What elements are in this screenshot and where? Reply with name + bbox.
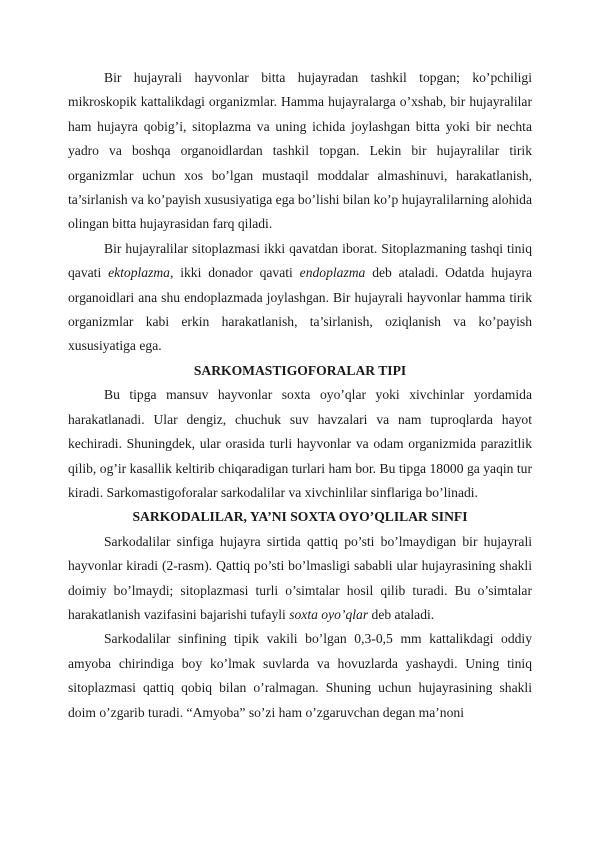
paragraph-cytoplasm — [68, 237, 532, 359]
paragraph-intro-text: Bir hujayrali hayvonlar bitta hujayradan tashkil topgan; ko’pchiligi mikroskopik kattalikdagi organizmlar. Hamma hujayralarga o’xshab, bir hujayralilar ham hujayra qobig’i, sitoplazma va uning ichida joylashgan bitta yoki bir nechta yadro va boshqa organoidlardan tashkil topgan. Lekin bir hujayralilar tirik organizmlar uchun xos bo’lgan mustaqil moddalar almashinuvi, harakatlanish, ta’sirlanish va ko’payish xususiyatiga ega bo’lishi bilan ko’p hujayralilarning alohida olingan bitta hujayrasidan farq qiladi. — [68, 70, 532, 232]
term-pseudopodia: soxta oyo’qlar — [289, 606, 369, 622]
paragraph-intro — [68, 66, 532, 237]
paragraph-cytoplasm-text-b: , ikki donador qavati — [169, 265, 300, 281]
section-heading-sarcomastigophora: SARKOMASTIGOFORALAR TIPI — [193, 362, 407, 378]
section-heading-sarcodina: SARKODALILAR, YA’NI SOXTA OYO’QLILAR SINFI — [132, 509, 468, 525]
term-ectoplasm: ektoplazma — [108, 265, 170, 281]
term-endoplasm: endoplazma — [299, 265, 366, 281]
paragraph-sarcodina-text-a: Sarkodalilar sinfiga hujayra sirtida qattiq po’sti bo’lmaydigan bir hujayrali hayvonlar kiradi (2-rasm). Qattiq po’sti bo’lmasligi sababli ular hujayrasining shakli doimiy bo’lmaydi; sitoplazmasi turli o’simtalar hosil qilib turadi. Bu o’simtalar harakatlanish vazifasini bajarishi tufayli — [68, 533, 532, 622]
paragraph-cytoplasm-text-a: Bir hujayralilar sitoplazmasi ikki qavatdan iborat. Sitoplazmaning tashqi tiniq qavati — [68, 240, 532, 281]
paragraph-sarcodina-text-b: deb ataladi. — [368, 606, 435, 622]
document-body — [68, 66, 532, 725]
paragraph-amoeba-text: Sarkodalilar sinfining tipik vakili bo’lgan 0,3-0,5 mm kattalikdagi oddiy amyoba chirindiga boy ko’lmak suvlarda va hovuzlarda yashaydi. Uning tiniq sitoplazmasi qattiq qobiq bilan o’ralmagan. Shuning uchun hujayrasining shakli doim o’zgarib turadi. “Amyoba” so’zi ham o’zgaruvchan degan ma’noni — [68, 631, 532, 720]
paragraph-amoeba — [68, 627, 532, 725]
paragraph-sarcodina — [68, 530, 532, 628]
paragraph-cytoplasm-text-c: deb ataladi. Odatda hujayra organoidlari ana shu endoplazmada joylashgan. Bir hujayrali hayvonlar hamma tirik organizmlar kabi erkin harakatlanish, ta’sirlanish, oziqlanish va ko’payish xususiyatiga ega. — [68, 265, 532, 354]
paragraph-sarcomastigophora-text: Bu tipga mansuv hayvonlar soxta oyo’qlar yoki xivchinlar yordamida harakatlanadi. Ular dengiz, chuchuk suv havzalari va nam tuproqlarda hayot kechiradi. Shuningdek, ular orasida turli hayvonlar va odam organizmida parazitlik qilib, og’ir kasallik keltirib chiqaradigan turlari ham bor. Bu tipga 18000 ga yaqin tur kiradi. Sarkomastigoforalar sarkodalilar va xivchinlilar sinflariga bo’linadi. — [68, 387, 532, 500]
paragraph-sarcomastigophora — [68, 383, 532, 505]
